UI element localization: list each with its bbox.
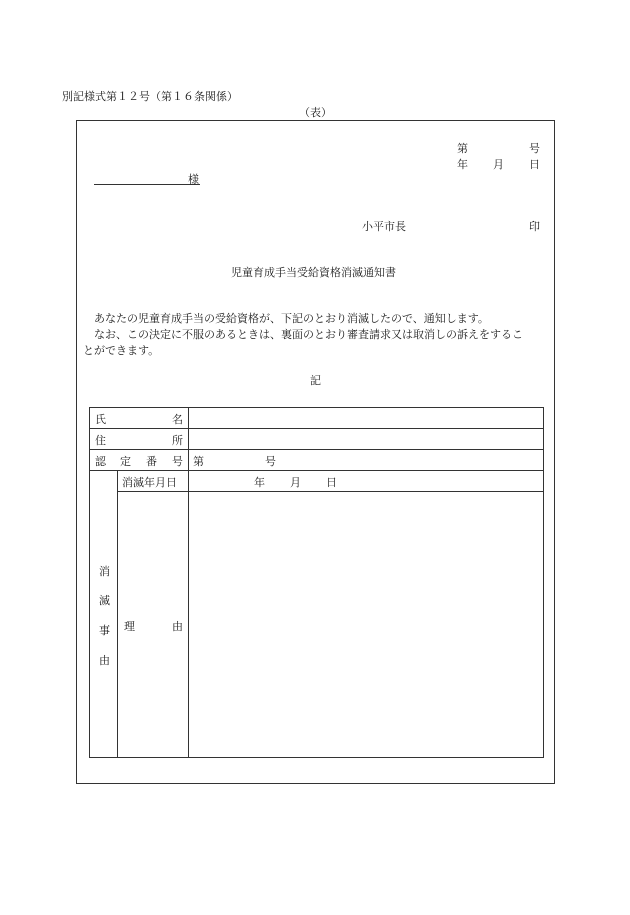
cert-value-suffix: 号 xyxy=(265,455,276,468)
date-day: 日 xyxy=(529,158,540,171)
ki-heading: 記 xyxy=(310,374,321,387)
extinct-date-label: 消滅年月日 xyxy=(122,476,177,489)
extinct-day: 日 xyxy=(326,476,337,489)
issuer-name: 小平市長 xyxy=(362,220,406,233)
cert-value-prefix: 第 xyxy=(193,455,204,468)
extinct-year: 年 xyxy=(254,476,265,489)
address-label-2: 所 xyxy=(172,434,183,447)
cert-label-1: 認 xyxy=(95,455,106,468)
cert-label-4: 号 xyxy=(172,455,183,468)
addressee-suffix: 様 xyxy=(188,173,199,186)
cert-label-2: 定 xyxy=(120,455,131,468)
reason-vertical-2: 滅 xyxy=(99,594,110,607)
document-frame xyxy=(76,120,555,784)
seal-mark: 印 xyxy=(529,220,540,233)
reason-vertical-3: 事 xyxy=(99,624,110,637)
doc-number-suffix: 号 xyxy=(529,142,540,155)
date-year: 年 xyxy=(457,158,468,171)
date-month: 月 xyxy=(493,158,504,171)
name-label-1: 氏 xyxy=(95,413,106,426)
reason-label-1: 理 xyxy=(124,620,135,633)
name-label-2: 名 xyxy=(172,413,183,426)
body-paragraph-1: あなたの児童育成手当の受給資格が、下記のとおり消滅したので、通知します。 xyxy=(94,312,489,325)
body-paragraph-2-cont: とができます。 xyxy=(83,344,160,357)
side-label: （表） xyxy=(299,106,332,119)
cert-label-3: 番 xyxy=(146,455,157,468)
address-label-1: 住 xyxy=(95,434,106,447)
reason-vertical-4: 由 xyxy=(99,654,110,667)
addressee-underline xyxy=(94,184,200,185)
extinct-month: 月 xyxy=(290,476,301,489)
body-paragraph-2: なお、この決定に不服のあるときは、裏面のとおり審査請求又は取消しの訴えをするこ xyxy=(94,328,523,341)
reason-label-2: 由 xyxy=(172,620,183,633)
document-title: 児童育成手当受給資格消滅通知書 xyxy=(231,266,396,279)
form-number: 別記様式第１２号（第１６条関係） xyxy=(62,90,238,103)
reason-vertical-1: 消 xyxy=(99,565,110,578)
doc-number-label: 第 xyxy=(457,142,468,155)
